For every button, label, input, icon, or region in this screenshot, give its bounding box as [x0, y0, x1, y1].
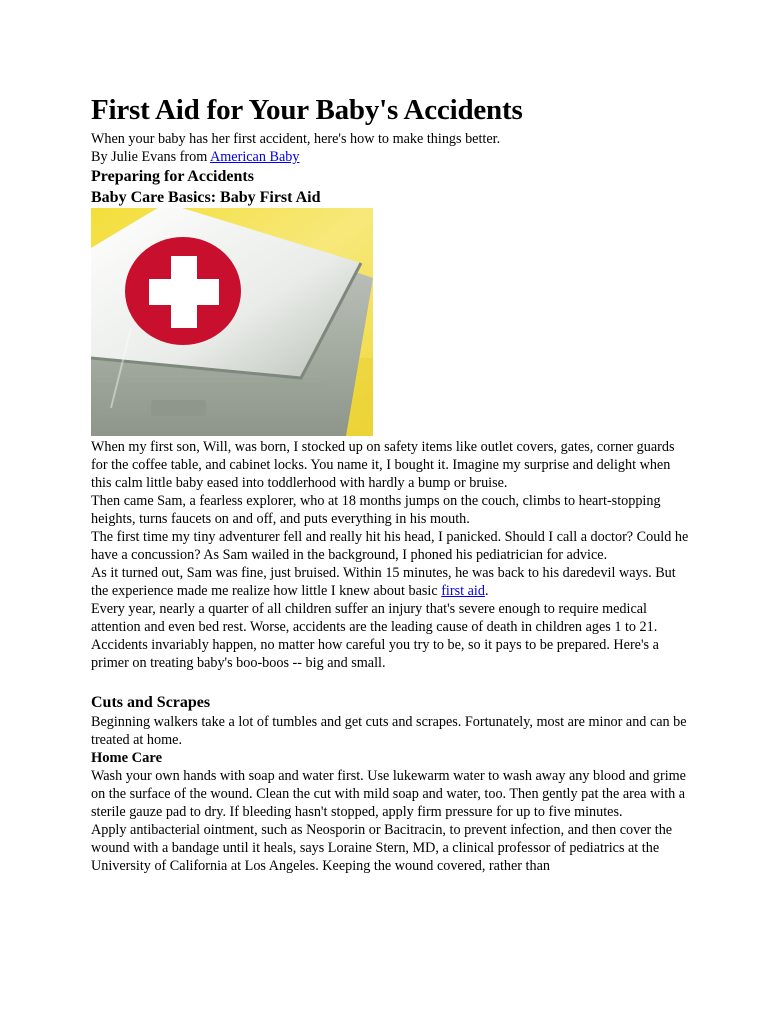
paragraph: Apply antibacterial ointment, such as Neosporin or Bacitracin, to prevent infection, and then cover the wound with a bandage until it heals, says Loraine Stern, MD, a clinical professor of pediatrics at the University of California at Los Angeles. Keeping the wound covered, rather than — [91, 822, 673, 874]
paragraph: Wash your own hands with soap and water first. Use lukewarm water to wash away any blood and grime on the surface of the wound. Clean the cut with mild soap and water, too. Then gently pat the area with a sterile gauze pad to dry. If bleeding hasn't stopped, apply firm pressure for up to five minutes. — [91, 768, 686, 820]
section-heading-preparing: Preparing for Accidents — [91, 168, 254, 185]
paragraph: Beginning walkers take a lot of tumbles and get cuts and scrapes. Fortunately, most are minor and can be treated at home. — [91, 714, 687, 748]
first-aid-link[interactable]: first aid — [441, 583, 485, 599]
paragraph: Every year, nearly a quarter of all children suffer an injury that's severe enough to require medical attention and even bed rest. Worse, accidents are the leading cause of death in children ages 1 to 21. — [91, 601, 658, 635]
paragraph-text: . — [484, 583, 489, 599]
paragraph: The first time my tiny adventurer fell and really hit his head, I panicked. Should I call a doctor? Could he have a concussion? As Sam wailed in the background, I phoned his pediatrician for advice. — [91, 529, 689, 563]
subheading-home-care: Home Care — [91, 750, 162, 766]
paragraph: When my first son, Will, was born, I stocked up on safety items like outlet covers, gates, corner guards for the coffee table, and cabinet locks. You name it, I bought it. Imagine my surprise and delight when this calm little baby eased into toddlerhood with hardly a bump or bruise. — [91, 439, 675, 491]
byline — [91, 148, 691, 166]
spacer — [91, 672, 691, 692]
section-subheading-first-aid: Baby Care Basics: Baby First Aid — [91, 189, 321, 206]
section-heading-cuts: Cuts and Scrapes — [91, 694, 211, 711]
first-aid-kit-photo — [91, 208, 373, 436]
article-title: First Aid for Your Baby's Accidents — [91, 94, 523, 126]
paragraph: Accidents invariably happen, no matter how careful you try to be, so it pays to be prepared. Here's a primer on treating baby's boo-boos -- big and small. — [91, 637, 659, 671]
byline-prefix: By Julie Evans from — [91, 149, 211, 165]
source-link[interactable]: American Baby — [210, 149, 300, 165]
paragraph: Then came Sam, a fearless explorer, who at 18 months jumps on the couch, climbs to heart-stopping heights, turns faucets on and off, and puts everything in his mouth. — [91, 493, 661, 527]
article — [91, 92, 691, 875]
paragraph-text: As it turned out, Sam was fine, just bruised. Within 15 minutes, he was back to his daredevil ways. But the experience made me realize how little I knew about basic — [91, 565, 676, 599]
article-dek: When your baby has her first accident, here's how to make things better. — [91, 131, 501, 147]
paragraph — [91, 564, 691, 600]
